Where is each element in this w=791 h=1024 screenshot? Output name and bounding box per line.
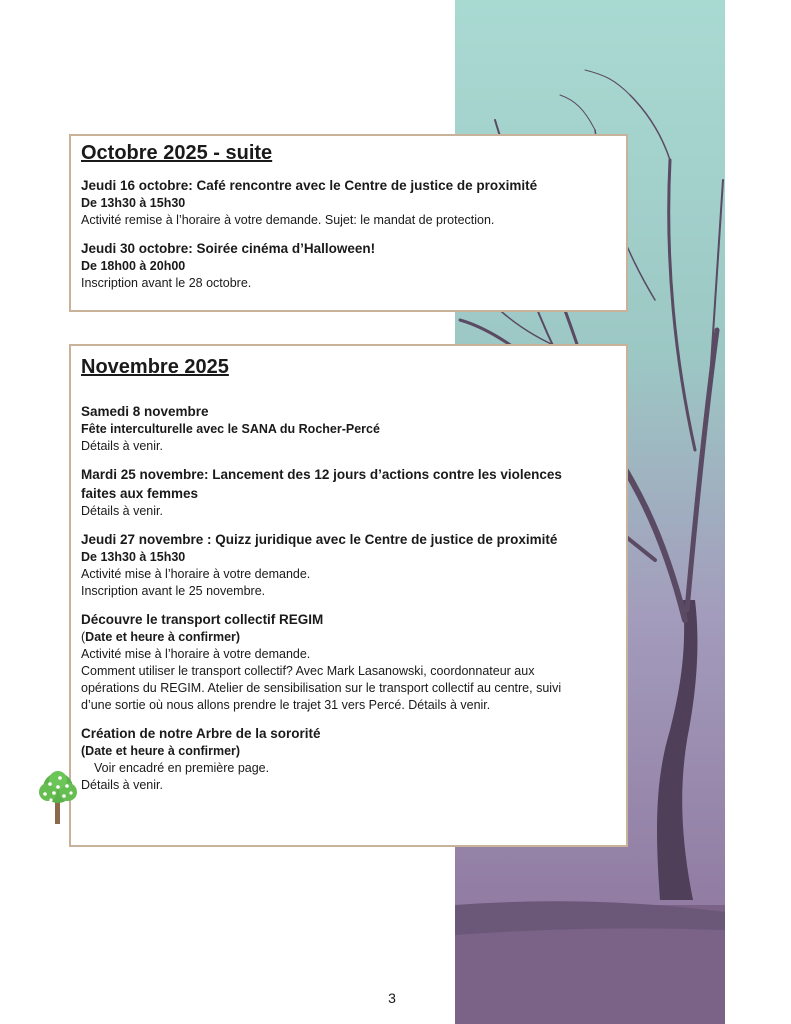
event-description: opérations du REGIM. Atelier de sensibilisation sur le transport collectif au centre, suivi	[81, 681, 562, 695]
event-description: Activité remise à l’horaire à votre demande. Sujet: le mandat de protection.	[81, 213, 495, 227]
event-time: De 18h00 à 20h00	[81, 259, 186, 273]
november-section	[69, 344, 628, 847]
event-description: Détails à venir.	[81, 778, 163, 792]
event-subtitle-prefix: (	[81, 630, 86, 644]
event-title-line: Mardi 25 novembre: Lancement des 12 jours d’actions contre les violences	[81, 467, 562, 482]
event-description: Comment utiliser le transport collectif? Avec Mark Lasanowski, coordonnateur aux	[81, 664, 535, 678]
event-title: Jeudi 30 octobre: Soirée cinéma d’Halloween!	[81, 241, 376, 256]
event-description: Détails à venir.	[81, 504, 163, 518]
october-section	[69, 134, 628, 312]
event-item	[81, 239, 616, 292]
event-description: Détails à venir.	[81, 439, 163, 453]
event-description: Inscription avant le 28 octobre.	[81, 276, 252, 290]
event-time: De 13h30 à 15h30	[81, 196, 186, 210]
page-number: 3	[388, 990, 396, 1006]
event-subtitle: (Date et heure à confirmer)	[81, 744, 241, 758]
event-description: Activité mise à l’horaire à votre demande.	[81, 567, 311, 581]
event-subtitle-bold: Date et heure à confirmer)	[85, 630, 241, 644]
event-time: De 13h30 à 15h30	[81, 550, 186, 564]
event-title: Création de notre Arbre de la sororité	[81, 726, 321, 741]
event-description: d’une sortie où nous allons prendre le trajet 31 vers Percé. Détails à venir.	[81, 698, 491, 712]
event-description: Activité mise à l’horaire à votre demande.	[81, 647, 311, 661]
event-item	[81, 610, 616, 714]
tree-icon	[36, 770, 80, 826]
month-heading-october: Octobre 2025 - suite	[81, 142, 273, 164]
event-subtitle: Fête interculturelle avec le SANA du Rocher-Percé	[81, 422, 380, 436]
event-item	[81, 465, 616, 520]
event-title-line: faites aux femmes	[81, 486, 199, 501]
event-subtitle	[81, 629, 616, 646]
event-item	[81, 724, 616, 794]
event-item	[81, 530, 616, 600]
event-title: Samedi 8 novembre	[81, 404, 209, 419]
event-title: Jeudi 27 novembre : Quizz juridique avec le Centre de justice de proximité	[81, 532, 558, 547]
event-title: Découvre le transport collectif REGIM	[81, 612, 324, 627]
event-item	[81, 402, 616, 455]
month-heading-november: Novembre 2025	[81, 356, 229, 378]
event-title: Jeudi 16 octobre: Café rencontre avec le Centre de justice de proximité	[81, 178, 538, 193]
event-description: Inscription avant le 25 novembre.	[81, 584, 266, 598]
event-description: Voir encadré en première page.	[94, 761, 270, 775]
event-item	[81, 176, 616, 229]
